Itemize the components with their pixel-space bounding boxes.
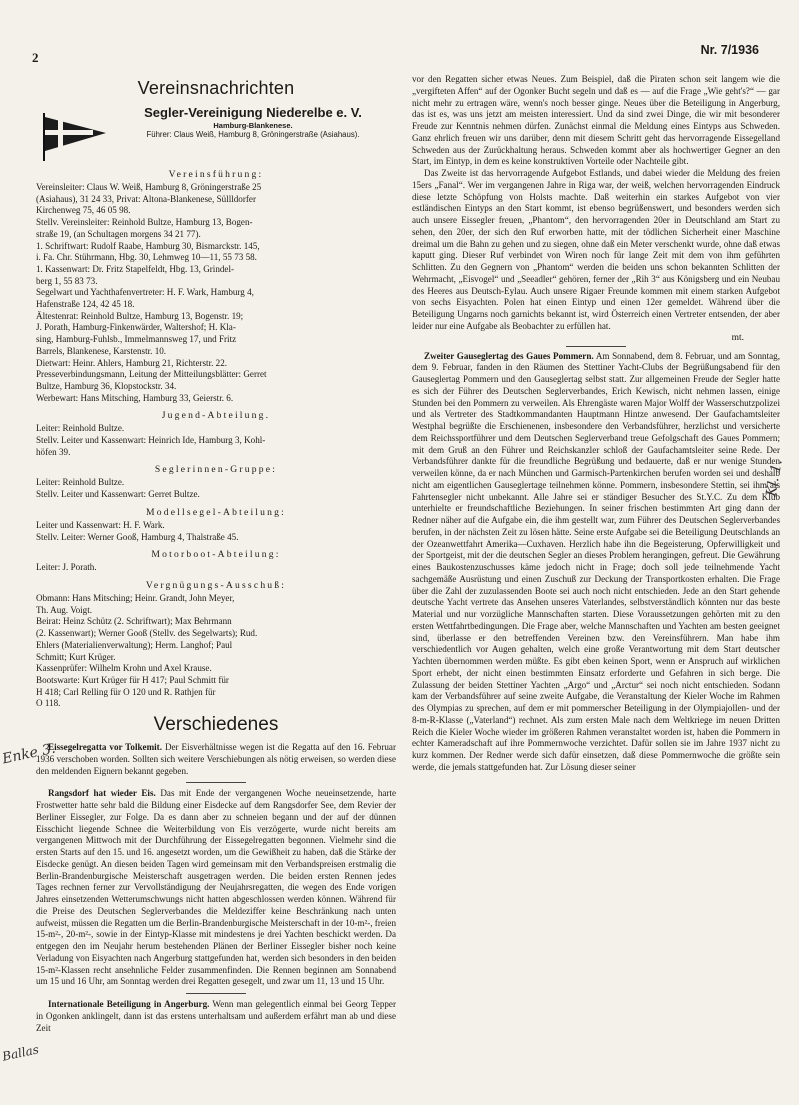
list-item: Bultze, Hamburg 36, Klopstockstr. 34.	[36, 380, 177, 391]
divider	[186, 993, 246, 994]
list-item: Werbewart: Hans Mitsching, Hamburg 33, Geierstr. 6.	[36, 392, 234, 403]
list-item: Stellv. Leiter: Werner Gooß, Hamburg 4, Thalstraße 45.	[36, 531, 239, 542]
club-header	[36, 103, 396, 163]
heading-seglerinnen-gruppe: Seglerinnen-Gruppe:	[154, 464, 278, 476]
heading-motorboot-abteilung: Motorboot-Abteilung:	[151, 549, 281, 561]
list-item: Ehlers (Materialienverwaltung); Herm. Langhof; Paul	[36, 639, 233, 650]
list-item: Dietwart: Heinr. Ahlers, Hamburg 21, Richterstr. 22.	[36, 357, 228, 368]
list-item: sing, Hamburg-Fuhlsb., Immelmannsweg 17, und Fritz	[36, 334, 237, 345]
list-item: Obmann: Hans Mitsching; Heinr. Grandt, John Meyer,	[36, 592, 235, 603]
list-item: Leiter: Reinhold Bultze.	[36, 477, 125, 488]
list-item: (Asiahaus), 31 24 33, Privat: Altona-Blankenese, Süllldorfer	[36, 193, 256, 204]
list-item: Beirat: Heinz Schütz (2. Schriftwart); Max Behrmann	[36, 616, 232, 627]
article-eissegelregatta	[36, 742, 396, 777]
list-item: Hafenstraße 124, 42 45 18.	[36, 299, 135, 310]
list-item: Presseverbindungsmann, Leitung der Mitteilungsblätter: Gerret	[36, 369, 267, 380]
author-signature: mt.	[731, 332, 744, 343]
article-lead: Zweiter Gauseglertag des Gaues Pommern.	[424, 350, 594, 361]
list-item: Leiter: J. Porath.	[36, 562, 97, 573]
right-column	[412, 74, 780, 774]
list-item: berg 1, 55 83 73.	[36, 275, 98, 286]
handwritten-note: Kl. 1.	[763, 458, 786, 498]
list-item: Bootswarte: Kurt Krüger für H 417; Paul Schmitt für	[36, 674, 229, 685]
heading-modellsegel-abteilung: Modellsegel-Abteilung:	[145, 506, 287, 518]
list-item: Stellv. Vereinsleiter: Reinhold Bultze, Hamburg 13, Bogen-	[36, 217, 253, 228]
heading-vergnuegungs-ausschuss: Vergnügungs-Ausschuß:	[145, 579, 287, 591]
list-item: Th. Aug. Voigt.	[36, 604, 93, 615]
article-lead: Rangsdorf hat wieder Eis.	[48, 788, 156, 799]
article-text: Wenn man gelegentlich einmal bei Georg Tepper in Ogonken anklingelt, dann ist das erstens unterhaltsam und außerdem erfährt man ab und diese Zeit	[36, 999, 396, 1033]
handwritten-note: Enke 3.	[0, 740, 57, 768]
section-title-verschiedenes: Verschiedenes	[153, 714, 279, 736]
divider	[186, 782, 246, 783]
list-item: Segelwart und Yachthafenvertreter: H. F. Wark, Hamburg 4,	[36, 287, 254, 298]
list-item: 1. Schriftwart: Rudolf Raabe, Hamburg 30, Bismarckstr. 145,	[36, 240, 260, 251]
paragraph: Das Zweite ist das hervorragende Aufgebot Estlands, und dabei wieder die Meldung des freien 15ers „Fanal“. Wer im vergangenen Jahre in Riga war, der weiß, welchen hervorragenden Eindruck diese letzte Schöpfung von Holsts machte. Daß weiterhin ein starkes Aufgebot von vier estländischen Eintyps an den Start kommt, ist ebenso begrüßenswert, und besonders werden sich auch unsere Eissegler freuen, „Phantom“, den hervorragenden 20er in Deutschland am Start zu sehen, den 20er, der sich den Ruf erworben hatte, mit der tödlichen Sicherheit einer Maschine dreimal um die Bahn zu gehen und zu siegen, ohne daß ein Meter verschenkt wurde, ohne daß etwas kaputt ging. Dieser Ruf verbindet von Wiren noch für lange Zeit mit dem von ihm geführten Schlitten. Zu den Gegnern von „Phantom“ werden die beiden uns schon bekannten Schlitten der Wehrmacht, „Eisvogel“ und „Seeadler“ gehören, ferner der „Rih 3“ aus Königsberg und ein Neubau des Heeres aus Deutsch-Eylau. Auch unsere Rigaer Freunde kommen mit einem starken Aufgebot von sechs Eisyachten. Polen hat einen Eintyp und einen 12er gemeldet. Während über die Beteiligung Ungarns noch garnichts bekannt ist, wird Österreich einen Vertreter entsenden, der aber leider nur eine Aufgabe als Beobachter zu erfüllen hat.	[412, 168, 780, 331]
list-item: Stellv. Leiter und Kassenwart: Heinrich Ide, Hamburg 3, Kohl-	[36, 435, 266, 446]
list-item: Leiter und Kassenwart: H. F. Wark.	[36, 519, 165, 530]
list-item: O 118.	[36, 698, 61, 709]
article-rangsdorf	[36, 788, 396, 988]
list-item: Schmitt; Kurt Krüger.	[36, 651, 116, 662]
list-item: (2. Kassenwart); Werner Gooß (Stellv. des Segelwarts); Rud.	[36, 628, 258, 639]
club-leader: Führer: Claus Weiß, Hamburg 8, Gröningerstraße (Asiahaus).	[146, 130, 360, 139]
article-angerburg	[36, 999, 396, 1034]
article-text: Das mit Ende der vergangenen Woche neueinsetzende, harte Frostwetter hatte sehr bald die Bildung einer Eisdecke auf dem Rangsdorfer See, dem Revier der Berliner Eissegler, zur Folge. Da es dann aber zu schneien begann und der auf der dünnen Eisschicht liegende Schnee die Weiterbildung von Eis verzögerte, wurde nicht bereits am vergangenen Mittwoch mit der Durchführung der Eissegelregatten begonnen. Vielmehr sind die ersten Starts auf den 15. und 16. angesetzt worden, um die Gewißheit zu haben, daß die Stärke der Eisdecke genügt. An diesen beiden Tagen wird gemeinsam mit den Verbandspreisen erstmalig die Berlin-Brandenburgische Meisterschaft ausgetragen werden. Die beiden ersten Rennen jedes Tages rechnen ferner zur Vervollständigung der Neujahrsregatten, die wegen des Ende vorigen Jahres einsetzenden Wetterumschwungs nicht hatten abgeschlossen werden können. Während für die Preise des Deutschen Seglerverbandes die Meldeziffer keine Beschränkung nach unten aufweist, müssen die Regatten um die Berlin-Brandenburgische Meisterschaft in der 10-m²-, freien 15-m²-, 20-m²-, sowie in der Eintyp-Klasse mit mindestens je drei Yachten beschickt werden. Da entgegen den im Neujahr herum bestehenden Plänen der Berliner Eissegler bisher noch keine Verladung von Eisyachten nach Angerburg stattgefunden hat, werden sich besonders in den beiden 15-m²-Klassen recht ansehnliche Felder zusammenfinden. Die Rennen beginnen am Sonnabend um 15 und 16 Uhr, am Sonntag werden drei Regatten gesegelt, und zwar um 11, 13 und 15 Uhr.	[36, 788, 396, 987]
left-column	[36, 74, 396, 1034]
list-item: Barrels, Blankenese, Karstenstr. 10.	[36, 345, 167, 356]
list-item: i. Fa. Chr. Stührmann, Hbg. 30, Lehmweg 10—11, 55 73 58.	[36, 252, 257, 263]
section-title-vereinsnachrichten: Vereinsnachrichten	[137, 78, 295, 98]
list-item: Kassenprüfer: Wilhelm Krohn und Axel Krause.	[36, 663, 212, 674]
article-lead: Internationale Beteiligung in Angerburg.	[48, 999, 210, 1010]
paragraph: vor den Regatten sicher etwas Neues. Zum Beispiel, daß die Piraten schon seit langem wie die „vergifteten Affen“ auf der Ogonker Bucht segeln und daß es — auf die Frage „Wie geht's?“ — gar nicht mehr zu ertragen wäre, wenn's noch besser ginge. Neues über die Beteiligung in Angerburg, das ist es, was uns jetzt am meisten interessiert. Und da sind zwei Dinge, die wir mit besonderer Freude zur Kenntnis nehmen dürfen. Zunächst einmal die Meldung eines Eintyps aus Schweden. Ganz ehrlich freuen wir uns darüber, denn mit diesem Schritt geht das hervorragende Eissegelland Schweden aus der Zurückhaltung heraus. Schweden kommt aber als hochwertiger Gegner an den Start, im Eintyp, in dem es keine konstruktiven Vorteile oder Nachteile gibt.	[412, 74, 780, 167]
list-item: H 418; Carl Relling für O 120 und R. Rathjen für	[36, 686, 216, 697]
list-item: Ältestenrat: Reinhold Bultze, Hamburg 13, Bogenstr. 19;	[36, 310, 244, 321]
club-burgee-flag-icon	[40, 111, 110, 163]
handwritten-note: Ballas	[0, 1042, 41, 1064]
list-item: höfen 39.	[36, 446, 71, 457]
list-item: Kirchenweg 75, 46 05 98.	[36, 205, 131, 216]
club-place: Hamburg-Blankenese.	[213, 121, 293, 130]
list-item: Leiter: Reinhold Bultze.	[36, 423, 125, 434]
list-item: straße 19, (an Schultagen morgens 34 21 77).	[36, 228, 201, 239]
divider	[566, 346, 626, 347]
heading-vereinsfuehrung: Vereinsführung:	[168, 169, 264, 180]
page-number: 2	[32, 50, 39, 65]
article-text: Am Sonnabend, dem 8. Februar, und am Sonntag, dem 9. Februar, fanden in den Räumen des Stettiner Yacht-Clubs der Begrüßungsabend für den Gauseglertag Pommern und den Gauseglertag selbst statt. Zur allgemeinen Freude der Segler hatte es sich der Führer des Deutschen Seglerverbandes, Erich Kewisch, nicht nehmen lassen, einige Stunden bei den Pommern zu verweilen. Als Ehrengäste waren Major Wolff der Wasserschutzpolizei und als Vertreter des Stadtkommandanten Hauptmann Hintze anwesend. Der Gaufachamtsleiter Westphal begrüßte die Erschienenen, insbesondere den Verbandsführer, herzlichst und versicherte dem Reichssportführer und dem Deutschen Seglerverband treue Gefolgschaft des Gaues Pommern; mit dem Gruß an den Führer und Reichskanzler schloß der Gaufachamtsleiter seine Rede. Der Verbandsführer dankte für die freundliche Begrüßung und bedauerte, daß er nur wenige Stunden verweilen könne, da er nach München und Garmisch-Partenkirchen berufen worden sei und deshalb nicht am eigentlichen Gauseglertage teilnehmen könne. Pommern, insbesondere Stettin, sei ihm als Fahrtensegler nicht unbekannt. Alle Jahre sei er ständiger Besucher des St.Y.C. Zu dem Klub unterhielte er freundschaftliche Beziehungen. In seiner frischen bestimmten Art ging dann der Redner näher auf die Aufgabe ein, die ihm gestellt war, zum Führer des Deutschen Seglerverbandes berufen, in der nächsten Zeit zu lösen hätte. Seine erste Aufgabe sei die Beteiligung Deutschlands an der Ozeanwettfahrt Amerika—Cuxhaven. Herzlich habe ihn die Begeisterung, Opferwilligkeit und der Sportgeist, mit der die deutschen Segler an dieses Problem herangingen, gefreut. Die Gewährung eines Baukostenzuschusses käme jedoch nicht in Frage; doch soll jede teilnehmende Yacht sachgemäße Ausrüstung und einen Zuschuß zur Deckung der Transportkosten erhalten. Die Frage über die Zahl der zuzulassenden Boote sei auch noch nicht entschieden. Jede an den Start gehende deutsche Yacht vertrete das Ansehen unseres Vaterlandes, selbstverständlich könnten nur das beste Material und nur vorzügliche Mannschaften starten. Diese Voraussetzungen gehörten mit zu den ersten Wettfahrtbedingungen. Die Frage aber, welche Mannschaften und Yachten am besten geeignet sind, überlasse er den betreffenden Vereinen bzw. den Vereinsführern. Man habe ihm verschiedentlich vor Augen gehalten, welch eine große Verantwortung mit dem Start deutscher Yachten übernommen werden müßte. Es gibt eben keinen Sport, wenn er Anspruch auf wirklichen Sport erhebt, der nicht einen bestimmten Einsatz erforderte und Gefahren in sich berge. Die Zulassung der beiden Stettiner Yachten „Argo“ und „Arctur“ sei noch nicht entschieden. Sodann kam der Verbandsführer auf seine zweite Aufgabe, die Veranstaltung der Kieler Woche im Rahmen des Olympias zu sprechen, auf dem er mit pommerscher Beteiligung in der Olympiajollen- und der 8-m-R-Klasse („Vaterland“) rechnet. Als zum ersten Male nach dem Weltkriege im neuen Dritten Reich die Kieler Woche wieder im größeren Rahmen veranstaltet worden ist, haben die Pommern in echter Kameradschaft auf ihre Pommernwoche verzichtet. Dafür sollen sie im Jahre 1937 nicht zu kurz kommen. Der Redner werde sich dafür einsetzen, daß diese Pommernwoche die größte sein werde, die jemals stattgefunden hat. Zur Lösung dieser seiner	[412, 350, 780, 772]
list-item: J. Porath, Hamburg-Finkenwärder, Waltershof; H. Kla-	[36, 322, 236, 333]
article-gauseglertag	[412, 351, 780, 774]
heading-jugend-abteilung: Jugend-Abteilung.	[161, 410, 271, 422]
club-name: Segler-Vereinigung Niederelbe e. V.	[144, 105, 362, 120]
club-info	[110, 103, 396, 163]
list-item: 1. Kassenwart: Dr. Fritz Stapelfeldt, Hbg. 13, Grindel-	[36, 263, 235, 274]
list-item: Vereinsleiter: Claus W. Weiß, Hamburg 8, Gröningerstraße 25	[36, 182, 262, 192]
list-item: Stellv. Leiter und Kassenwart: Gerret Bultze.	[36, 489, 200, 500]
issue-number: Nr. 7/1936	[700, 43, 759, 57]
article-lead: Eissegelregatta vor Tolkemit.	[48, 742, 162, 753]
list-vereinsfuehrung	[36, 182, 396, 404]
article-text: Der Eisverhältnisse wegen ist die Regatta auf den 16. Februar 1936 verschoben worden. Sollten sich weitere Verschiebungen als nötig erweisen, so werden diese den meldenden Eignern bekannt gegeben.	[36, 742, 396, 776]
